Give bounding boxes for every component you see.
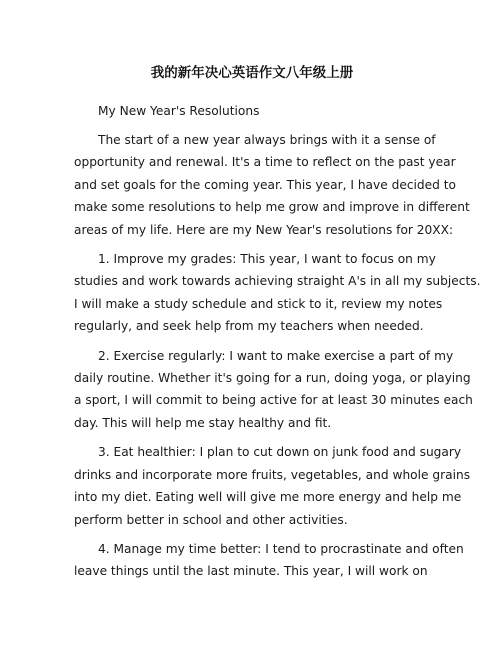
paragraph-line: into my diet. Eating well will give me more energy and help me — [74, 490, 462, 505]
paragraph-line: regularly, and seek help from my teachers when needed. — [74, 319, 424, 334]
paragraph-line: make some resolutions to help me grow and improve in different — [74, 200, 470, 215]
paragraph-line: daily routine. Whether it's going for a run, doing yoga, or playing — [74, 371, 471, 386]
paragraph-line: leave things until the last minute. This year, I will work on — [74, 564, 428, 579]
paragraph-line: opportunity and renewal. It's a time to reflect on the past year — [74, 155, 456, 170]
paragraph-line: 4. Manage my time better: I tend to procrastinate and often — [98, 541, 464, 556]
paragraph-line: areas of my life. Here are my New Year's resolutions for 20XX: — [74, 222, 454, 237]
document-title: 我的新年决心英语作文八年级上册 — [150, 65, 354, 81]
paragraph-line: day. This will help me stay healthy and fit. — [74, 415, 332, 430]
paragraph-resolution-1 — [74, 248, 481, 338]
paragraph-resolution-3 — [74, 441, 471, 531]
essay-subtitle: My New Year's Resolutions — [98, 104, 260, 118]
paragraph-line: I will make a study schedule and stick to it, review my notes — [74, 296, 443, 311]
paragraph-resolution-2 — [74, 345, 473, 435]
paragraph-line: perform better in school and other activities. — [74, 512, 348, 527]
paragraph-line: 3. Eat healthier: I plan to cut down on junk food and sugary — [98, 445, 462, 460]
paragraph-line: and set goals for the coming year. This year, I have decided to — [74, 177, 457, 192]
paragraph-line: 1. Improve my grades: This year, I want to focus on my — [98, 252, 436, 267]
paragraph-line: 2. Exercise regularly: I want to make exercise a part of my — [98, 348, 454, 363]
paragraph-intro — [74, 129, 470, 241]
paragraph-line: studies and work towards achieving straight A's in all my subjects. — [74, 274, 481, 289]
paragraph-line: a sport, I will commit to being active for at least 30 minutes each — [74, 393, 473, 408]
paragraph-resolution-4 — [74, 538, 464, 583]
paragraph-line: The start of a new year always brings with it a sense of — [98, 133, 436, 147]
paragraph-line: drinks and incorporate more fruits, vegetables, and whole grains — [74, 467, 471, 482]
